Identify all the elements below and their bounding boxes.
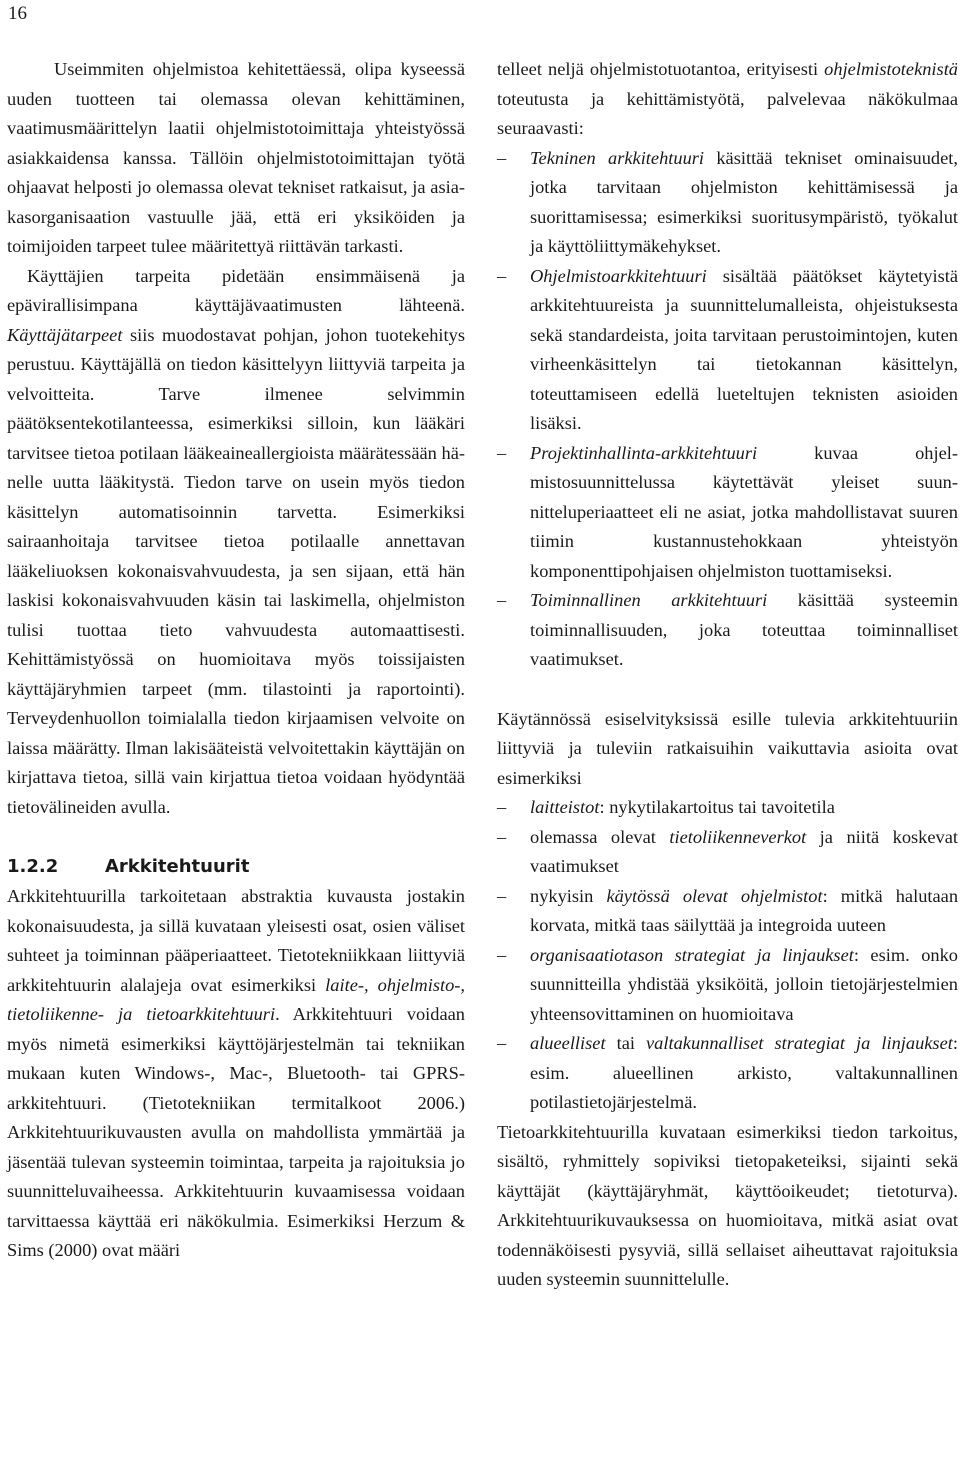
paragraph-nakokulmat: telleet neljä ohjelmistotuotantoa, erityisesti ohjelmistoteknistä toteutusta ja kehittämistyötä, palvelevaa näkökulmaa seuraavasti:	[497, 59, 958, 138]
preliminary-study-list	[497, 793, 958, 1118]
architecture-views-list	[497, 144, 958, 675]
list-item: – Ohjelmistoarkkitehtuuri sisältää päätökset käytetyistä arkkitehtuureista ja suunnittelumalleista, ohjeistuksesta sekä standardeista, joita tarvitaan perustoimintojen, kuten virheenkäsittelyn tai tietokannan käsittelyn, toteuttamiseen edellä lueteltujen teknisten asioiden lisäksi.	[497, 262, 958, 439]
paragraph-vaatimusmaarittely: Useimmiten ohjelmistoa kehitettäessä, olipa kyseessä uuden tuotteen tai olemassa olevan kehittäminen, vaatimusmäärittelyn laatii ohjelmistotoimittaja yhteistyössä asiakkaidensa kanssa. Tällöin ohjelmistotoimittajan työtä ohjaavat helposti jo olemassa olevat tekniset ratkaisut, ja asiakasorganisaation vastuulle jää, että eri yksiköiden ja toimijoiden tarpeet tulee määritettyä riittävän tarkasti.	[7, 59, 465, 256]
paragraph-arkkitehtuurit: Arkkitehtuurilla tarkoitetaan abstraktia kuvausta jostakin kokonaisuudesta, ja sillä kuvataan yleisesti osat, osien väliset suhteet ja toiminnan pääperiaatteet. Tietotekniikkaan liittyviä arkkitehtuurin alalajeja ovat esimerkiksi laite-, ohjelmisto-, tietoliikenne- ja tietoarkkitehtuuri. Arkkitehtuuri voidaan myös nimetä esimerkiksi käyttöjärjestelmän tai tekniikan mukaan kuten Windows-, Mac-, Bluetooth- tai GPRS-arkkitehtuuri. (Tietotekniikan termitalkoot 2006.) Arkkitehtuurikuvausten avulla on mahdollista ymmärtää ja jäsentää tulevan systeemin toimintaa, tarpeita ja rajoituksia jo suunnitteluvaiheessa. Arkkitehtuurin kuvaamisessa voidaan tarvittaessa käyttää eri näkökulmia. Esimerkiksi Herzum & Sims (2000) ovat määri	[7, 886, 465, 1260]
list-item: – organisaatiotason strategiat ja linjaukset: esim. onko suunnitteilla yhdistää yksiköitä, jolloin tietojärjestelmien yhteensovittaminen on huomioitava	[497, 941, 958, 1030]
right-column	[497, 55, 958, 1295]
section-number: 1.2.2	[7, 856, 59, 877]
left-column	[7, 55, 465, 1266]
list-item: – Tekninen arkkitehtuuri käsittää tekniset ominaisuudet, jotka tarvitaan ohjelmiston kehittämisessä ja suorittamisessa; esimerkiksi suoritusympäristö, työkalut ja käyttöliittymäkehykset.	[497, 144, 958, 262]
term-ohjelmistotekninen: ohjelmistoteknistä	[824, 59, 958, 79]
paragraph-tietoarkkitehtuuri: Tietoarkkitehtuurilla kuvataan esimerkiksi tiedon tarkoitus, sisältö, ryhmittely sopiviksi tietopaketeiksi, sijainti sekä käyttäjät (käyttäjäryhmät, käyttöoikeudet; tietoturva). Arkkitehtuurikuvauksessa on huomioitava, mitkä asiat ovat todennäköisesti pysyviä, sillä sellaiset aiheuttavat rajoituksia uuden systeemin suunnittelulle.	[497, 1121, 958, 1289]
list-item: – Projektinhallinta-arkkitehtuuri kuvaa ohjelmistosuunnittelussa käytettävät yleiset suunnitteluperiaatteet eli ne asiat, jotka mahdollistavat suuren tiimin kustannustehokkaan yhteistyön komponenttipohjaisen ohjelmiston tuottamiseksi.	[497, 439, 958, 587]
section-title: Arkkitehtuurit	[105, 856, 250, 877]
term-kayttajatarpeet: Käyttäjätarpeet	[7, 324, 123, 345]
term-arkkitehtuurilajit: laite-, ohjelmisto-, tietoliikenne- ja tietoarkkitehtuuri	[7, 974, 465, 1024]
paragraph-kayttajatarpeet: Käyttäjien tarpeita pidetään ensimmäisenä ja epävirallisimpana käyttäjävaatimusten lähteenä. Käyttäjätarpeet siis muodostavat pohjan, johon tuotekehitys perustuu. Käyttäjällä on tiedon käsittelyyn liittyviä tarpeita ja velvoitteita. Tarve ilmenee selvimmin päätöksentekotilanteessa, esimerkiksi silloin, kun lääkäri tarvitsee tietoa potilaan lääkeaineallergioista määrätessään hänelle uutta lääkitystä. Tiedon tarve on usein myös tiedon käsittelyn automatisoinnin tarvetta. Esimerkiksi sairaanhoitaja tarvitsee tietoa potilaalle annettavan lääkeliuoksen kokonaisvahvuudesta, ja sen sijaan, että hän laskisi kokonaisvahvuuden käsin tai laskimella, ohjelmiston tulisi tuottaa tieto vahvuudesta automaattisesti. Kehittämistyössä on huomioitava myös toissijaisten käyttäjäryhmien tarpeet (mm. tilastointi ja raportointi). Terveydenhuollon toimialalla tiedon kirjaamisen velvoite on laissa määrätty. Ilman lakisääteistä velvoitettakin käyttäjän on kirjattava tietoa, sillä vain kirjattua tietoa voidaan hyödyntää tietovälineiden avulla.	[7, 265, 465, 817]
paragraph-esiselvitys: Käytännössä esiselvityksissä esille tulevia arkkitehtuuriin liittyviä ja tuleviin ratkaisuihin vaikuttavia asioita ovat esimerkiksi	[497, 708, 958, 788]
list-item: – olemassa olevat tietoliikenneverkot ja niitä koskevat vaatimukset	[497, 823, 958, 882]
list-item: – nykyisin käytössä olevat ohjelmistot: mitkä halutaan korvata, mitkä taas säilyttää ja integroida uuteen	[497, 882, 958, 941]
list-item: – Toiminnallinen arkkitehtuuri käsittää systeemin toiminnallisuuden, joka toteuttaa toiminnalliset vaatimukset.	[497, 586, 958, 675]
section-heading	[7, 852, 465, 882]
page-number: 16	[8, 3, 27, 24]
list-item: – laitteistot: nykytilakartoitus tai tavoitetila	[497, 793, 958, 823]
list-item: – alueelliset tai valtakunnalliset strategiat ja linjaukset: esim. alueellinen arkisto, valtakunnallinen potilastietojärjestelmä.	[497, 1029, 958, 1118]
